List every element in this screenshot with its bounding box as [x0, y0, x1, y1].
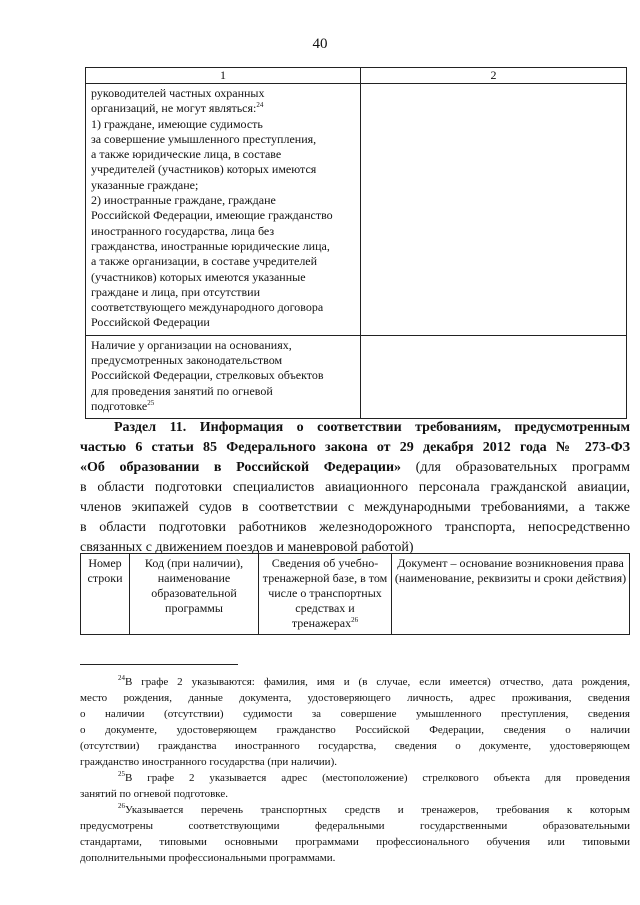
footnote-line: (отсутствии) гражданства иностранного государства, сведения о документе, удостоверяющем — [80, 740, 630, 752]
section-title-line: Раздел 11. Информация о соответствии требованиям, предусмотренным — [114, 420, 630, 435]
footnotes — [80, 674, 630, 866]
program-code-header: Код (при наличии), наименование образовательной программы — [130, 554, 259, 635]
text-line: 1) граждане, имеющие судимость — [91, 116, 263, 131]
column-1-header: 1 — [86, 68, 361, 84]
footnote-mark: 25 — [118, 770, 125, 778]
text-line: а также организации, в составе учредителей — [91, 254, 318, 269]
table-row — [86, 84, 627, 336]
text-line: Наличие у организации на основаниях, — [91, 337, 292, 352]
footnote-line: дополнительными профессиональными программами. — [80, 852, 336, 864]
text-line: за совершение умышленного преступления, — [91, 131, 317, 146]
footnote-mark: 26 — [118, 802, 125, 810]
value-cell — [361, 84, 627, 336]
page-number: 40 — [312, 36, 328, 52]
table-row — [86, 335, 627, 418]
section-text-line: связанных с движением поездов и маневровой работой) — [80, 540, 414, 555]
section-title-line: частью 6 статьи 85 Федерального закона от 29 декабря 2012 года № 273-ФЗ — [80, 440, 630, 455]
training-base-table — [80, 553, 630, 635]
footnote-line: занятий по огневой подготовке. — [80, 788, 228, 800]
text-line: граждане и лица, при отсутствии — [91, 284, 261, 299]
text-line: организаций, не могут являться: — [91, 101, 257, 116]
table-header-row — [81, 554, 630, 635]
text-line: предусмотренных законодательством — [91, 353, 283, 368]
text-line: гражданства, иностранные юридические лица, — [91, 238, 330, 253]
footnote-24-text: В графе 2 указываются: фамилия, имя и (в случае, если имеется) отчество, дата рождения, — [125, 676, 630, 688]
footnote-26-text: Указывается перечень транспортных средств и тренажеров, требования к которым — [125, 804, 630, 816]
text-line: соответствующего международного договора — [91, 300, 324, 315]
requirement-cell — [86, 335, 361, 418]
text-line: подготовке — [91, 398, 148, 413]
text-line: а также юридические лица, в составе — [91, 147, 282, 162]
footnote-line: гражданство иностранного государства (при наличии). — [80, 756, 337, 768]
footnote-mark: 24 — [118, 674, 125, 682]
section-text-line: в области подготовки специалистов авиационного персонала гражданской авиации, — [80, 480, 630, 495]
law-name: «Об образовании в Российской Федерации» — [80, 460, 402, 475]
footnote-line: предусмотрены соответствующими федеральными государственными образовательными — [80, 820, 630, 832]
text-line: для проведения занятий по огневой — [91, 383, 273, 398]
value-cell — [361, 335, 627, 418]
footnote-25-text: В графе 2 указывается адрес (местоположение) стрелкового объекта для проведения — [125, 772, 630, 784]
text-line: указанные граждане; — [91, 177, 199, 192]
text-line: иностранного государства, лица без — [91, 223, 275, 238]
text-line: учредителей (участников) которых имеются — [91, 162, 317, 177]
section-text-line: членов экипажей судов в соответствии с международными требованиями, а также — [80, 500, 630, 515]
footnote-mark: 25 — [147, 398, 155, 407]
text-line: руководителей частных охранных — [91, 86, 265, 100]
training-base-header: Сведения об учебно-тренажерной базе, в том числе о транспортных средствах и тренажерах$^{26}$ — [259, 554, 392, 635]
text-line: Российской Федерации, имеющие гражданство — [91, 208, 333, 223]
section-text-line: в области подготовки работников железнодорожного транспорта, непосредственно — [80, 520, 630, 535]
section-text: (для образовательных программ — [401, 460, 631, 475]
table-header-row — [86, 68, 627, 84]
column-2-header: 2 — [361, 68, 627, 84]
text-line: Российской Федерации — [91, 315, 210, 330]
section-11 — [80, 418, 630, 558]
footnote-mark: 26 — [351, 616, 359, 624]
footnote-line: место рождения, данные документа, удостоверяющего личность, адрес проживания, сведения — [80, 692, 630, 704]
footnote-line: о документе, удостоверяющем гражданство Российской Федерации, сведения о наличии — [80, 724, 630, 736]
footnote-mark: 24 — [256, 101, 264, 110]
footnote-line: стандартами, типовыми основными программами профессионального обучения или типовыми — [80, 836, 630, 848]
text-line: 2) иностранные граждане, граждане — [91, 193, 276, 208]
footnote-separator — [80, 664, 238, 665]
requirements-table — [85, 67, 627, 419]
basis-document-header: Документ – основание возникновения права (наименование, реквизиты и сроки действия) — [392, 554, 630, 635]
text-line: (участников) которых имеются указанные — [91, 269, 306, 284]
text-line: Российской Федерации, стрелковых объектов — [91, 368, 324, 383]
row-number-header: Номер строки — [81, 554, 130, 635]
requirement-cell — [86, 84, 361, 336]
footnote-line: о наличии (отсутствии) судимости за совершение умышленного преступления, сведения — [80, 708, 630, 720]
